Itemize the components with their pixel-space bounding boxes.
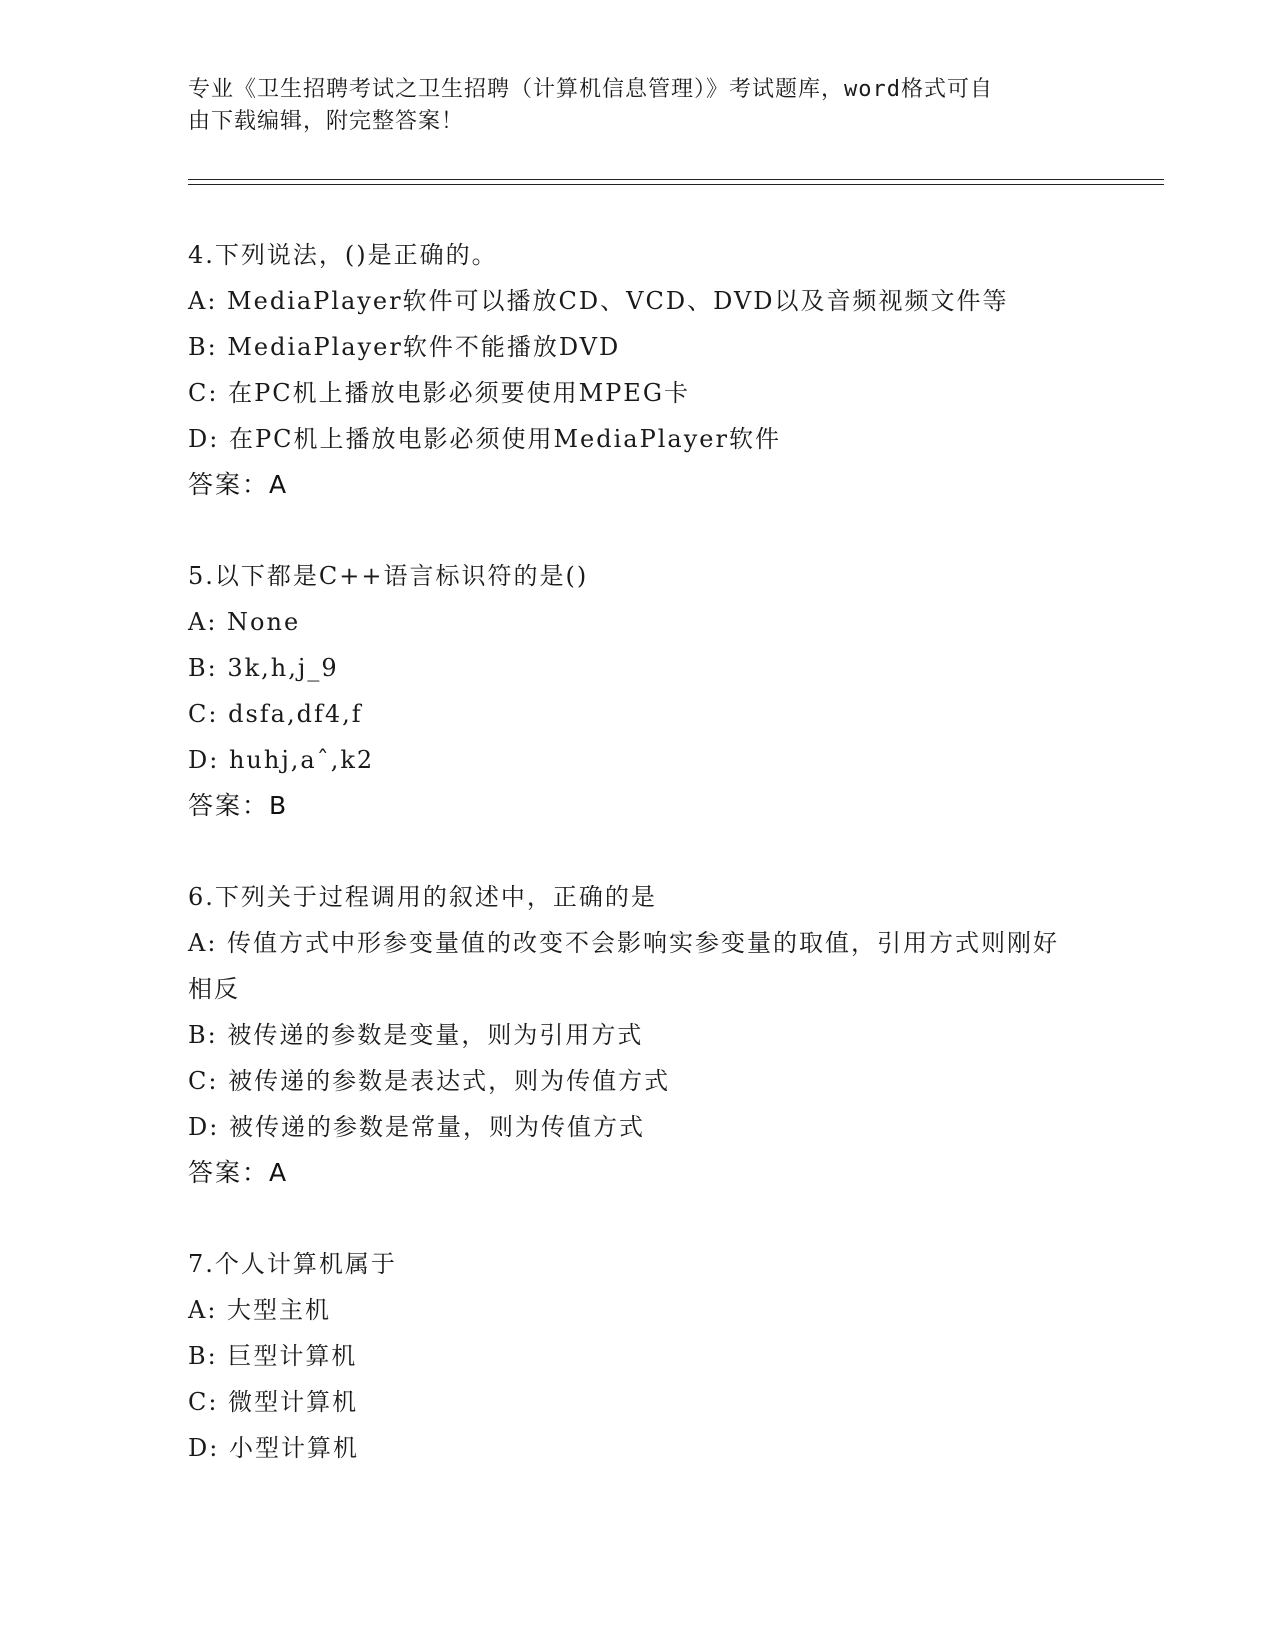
option-c: C: dsfa,df4,f	[188, 700, 363, 728]
question-stem: 7.个人计算机属于	[188, 1250, 397, 1278]
option-d: D: 在PC机上播放电影必须使用MediaPlayer软件	[188, 425, 781, 453]
question-stem: 5.以下都是C++语言标识符的是()	[188, 562, 589, 590]
question-list	[188, 232, 1088, 1471]
header-divider-top	[188, 179, 1164, 180]
spacer	[188, 829, 1088, 874]
answer-label: 答案：A	[188, 1158, 289, 1187]
option-b: B: 3k,h,j_9	[188, 654, 339, 682]
question-4	[188, 232, 1088, 508]
option-c: C: 在PC机上播放电影必须要使用MPEG卡	[188, 379, 691, 407]
header-line-1: 专业《卫生招聘考试之卫生招聘（计算机信息管理）》考试题库，word格式可自	[188, 77, 993, 102]
question-5	[188, 553, 1088, 829]
answer-label: 答案：B	[188, 791, 289, 820]
option-d: D: huhj,aˆ,k2	[188, 746, 375, 774]
option-c: C: 微型计算机	[188, 1388, 359, 1416]
document-header	[188, 74, 1088, 138]
option-b: B: 巨型计算机	[188, 1342, 358, 1370]
option-a: A: MediaPlayer软件可以播放CD、VCD、DVD以及音频视频文件等	[188, 287, 1009, 315]
option-c: C: 被传递的参数是表达式，则为传值方式	[188, 1067, 671, 1095]
header-divider-bottom	[188, 184, 1164, 185]
option-a: A: 传值方式中形参变量值的改变不会影响实参变量的取值，引用方式则刚好相反	[188, 929, 1060, 1003]
option-d: D: 小型计算机	[188, 1434, 359, 1462]
answer-label: 答案：A	[188, 470, 289, 499]
spacer	[188, 1196, 1088, 1241]
spacer	[188, 508, 1088, 553]
option-a: A: 大型主机	[188, 1296, 332, 1324]
option-b: B: MediaPlayer软件不能播放DVD	[188, 333, 621, 361]
header-line-2: 由下载编辑，附完整答案！	[188, 109, 465, 134]
question-7	[188, 1241, 1088, 1471]
option-a: A: None	[188, 608, 301, 636]
question-stem: 6.下列关于过程调用的叙述中，正确的是	[188, 883, 657, 911]
question-stem: 4.下列说法，()是正确的。	[188, 241, 498, 269]
option-b: B: 被传递的参数是变量，则为引用方式	[188, 1021, 644, 1049]
option-d: D: 被传递的参数是常量，则为传值方式	[188, 1113, 645, 1141]
question-6	[188, 874, 1088, 1196]
